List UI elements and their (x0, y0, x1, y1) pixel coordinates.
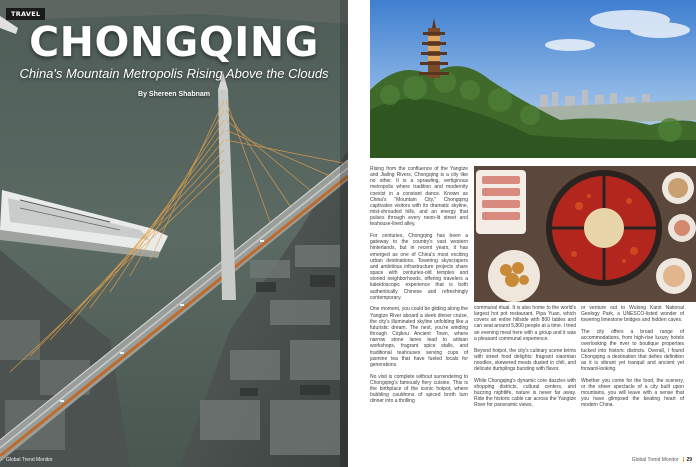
footer-brand-right: Global Trend Monitor (631, 457, 679, 463)
page-footer (632, 457, 692, 463)
paragraph: communal ritual. It is also home to the world's largest hot pot restaurant, Pipa Yuan, which covers an entire hillside with 800 tables and can seat around 5,800 people at a time. I tried an evening meal here with a group and it was a pleasant communal experience. (474, 305, 577, 342)
paragraph: Whether you come for the food, the scenery, or the sheer spectacle of a city built upon mountains, you will leave with a sense that you have glimpsed the beating heart of modern China. (581, 377, 684, 409)
right-page (348, 0, 696, 467)
paragraph: Beyond hotpot, the city's culinary scene brims with street food delights: fragrant xiaomian noodles, skewered meats dusted in chili, and delicate dumplings bursting with flavor. (474, 347, 576, 372)
paragraph: No visit is complete without surrendering to Chongqing's famously fiery cuisine. This is the birthplace of the iconic hotpot, where bubbling cauldrons of spiced broth turn dinner into a thrilling (370, 373, 468, 405)
section-tag: TRAVEL (6, 8, 45, 20)
footer-brand-left: Global Trend Monitor (6, 457, 53, 463)
page-number: 29 (686, 457, 692, 463)
paragraph: or venture out to Wulong Karst National Geology Park, a UNESCO-listed wonder of towering limestone bridges and hidden caves. (581, 305, 684, 324)
paragraph: For centuries, Chongqing has been a gateway to the country's vast western hinterlands, but in recent years, it has emerged as one of China's most exciting urban destinations. Towering skyscrapers and ambitious infrastructure projects share space with centuries-old temples and storied neighborhoods, offering travelers a kaleidoscopic experience that is both authentically Chinese and refreshingly contemporary. (370, 233, 468, 301)
article-column-3 (581, 305, 684, 414)
footer-divider (683, 457, 684, 462)
article-title: CHONGQING (29, 18, 319, 66)
byline: By Shereen Shabnam (138, 91, 210, 98)
article-column-1 (370, 166, 468, 410)
article-column-2 (474, 305, 576, 414)
paragraph: The city offers a broad range of accommodations, from high-rise luxury hotels overlooking the river to boutique properties tucked into historic districts. Overall, I found Chongqing a destination that defies definition as it is vibrant yet tranquil and ancient yet forward-looking. (581, 329, 684, 372)
paragraph: One moment, you could be gliding along the Yangtze River aboard a sleek dinner cruise, the city's illuminated skyline unfolding like a futuristic dream. The next, you're winding through Ciqikou Ancient Town, where narrow stone lanes lead to artisan workshops, fragrant spice stalls, and traditional teahouses serving cups of jasmine tea that have fueled locals for generations. (370, 306, 468, 368)
article-subtitle: China's Mountain Metropolis Rising Above the Clouds (19, 66, 329, 81)
hotpot-photo (474, 166, 696, 302)
paragraph: While Chongqing's dynamic core dazzles with shopping districts, cultural centers, and buzzing nightlife, nature is never far away. Ride the historic cable car across the Yangtze River for panoramic views, (474, 377, 576, 409)
paragraph: Rising from the confluence of the Yangtze and Jialing Rivers, Chongqing is a city like no other. It is a sprawling, vertiginous metropolis where tradition and modernity coexist in a constant dance. Known as China's "Mountain City," Chongqing captivates visitors with its dramatic skyline, mist-shrouded hills, and an energy that pulses through every neon-lit street and teahouse-lined alley. (370, 166, 468, 228)
pagoda-hill-photo (370, 0, 696, 158)
